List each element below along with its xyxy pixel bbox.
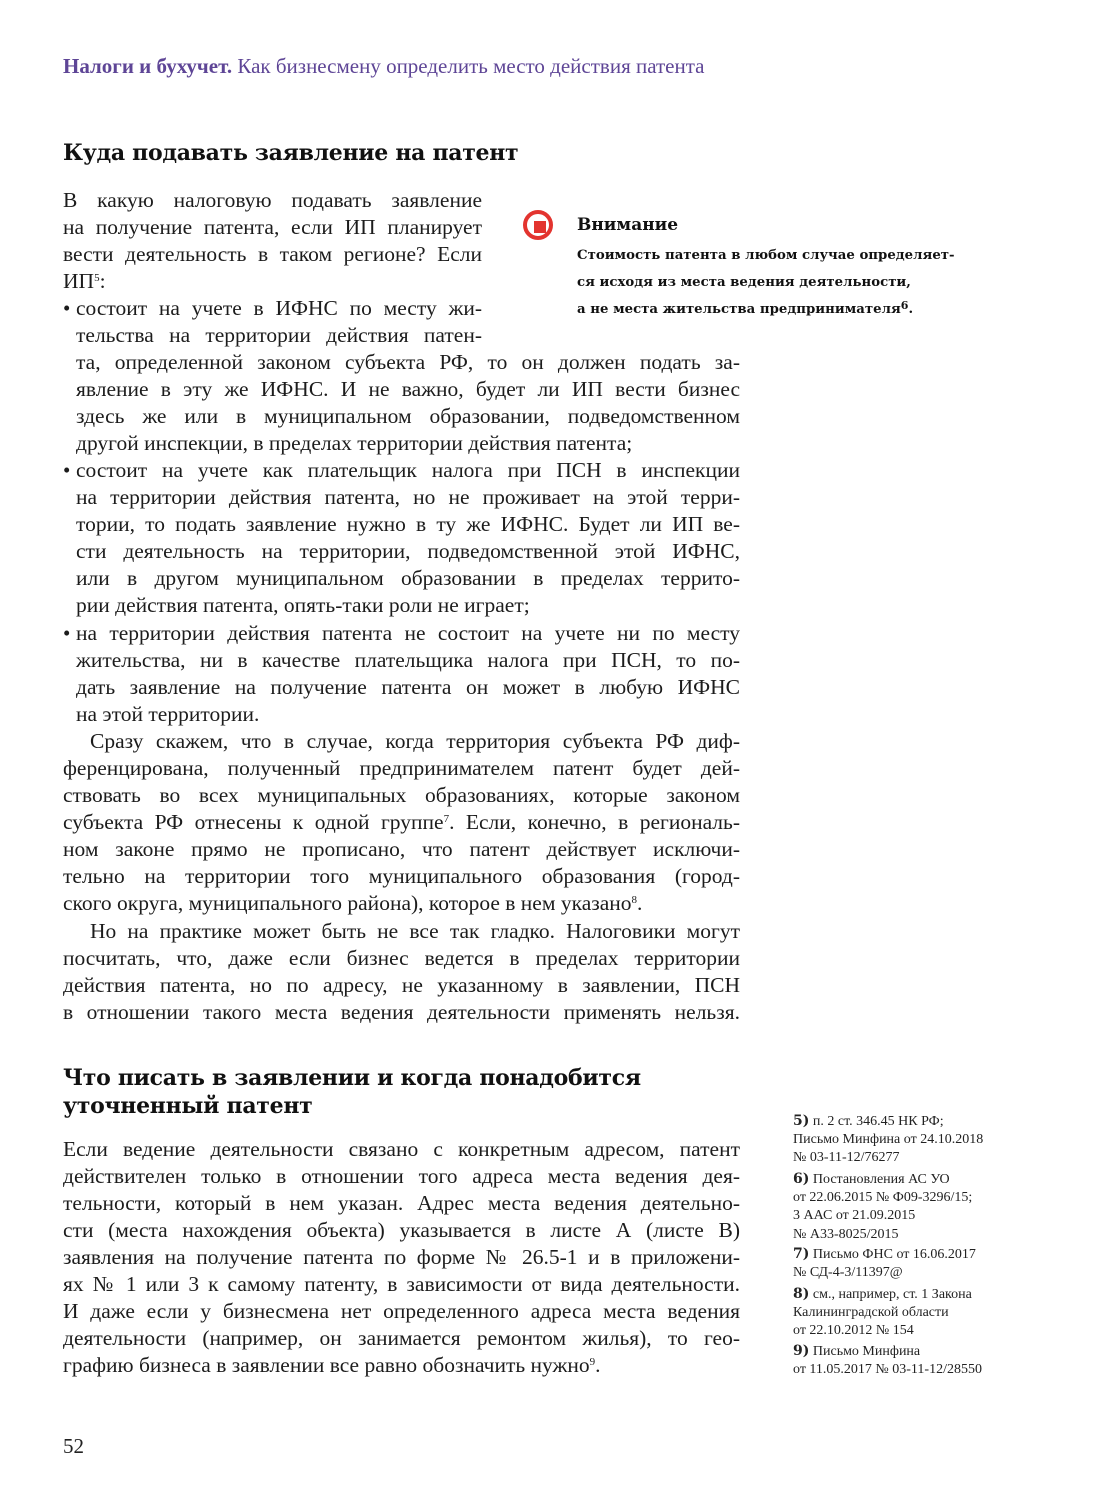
callout-line: ся исходя из места ведения деятельности, — [577, 275, 911, 290]
page-number: 52 — [63, 1434, 84, 1458]
body-line: И даже если у бизнесмена нет определенного адреса места ведения — [63, 1299, 740, 1323]
bullet-line: на территории действия патента не состоит на учете ни по месту — [76, 621, 740, 645]
body-line: графию бизнеса в заявлении все равно обозначить нужно$^9$. — [63, 1353, 601, 1377]
footnote-7: 7) Письмо ФНС от 16.06.2017 № СД-4-3/11397@ — [793, 1246, 976, 1281]
bullet-line: здесь же или в муниципальном образовании, подведомственном — [76, 404, 740, 428]
body-line: действителен только в отношении того адреса места ведения дея- — [63, 1164, 740, 1188]
bullet-line: сти деятельность на территории, подведомственной этой ИФНС, — [76, 539, 740, 563]
body-line: Если ведение деятельности связано с конкретным адресом, патент — [63, 1137, 740, 1161]
body-line: действия патента, но по адресу, не указанному в заявлении, ПСН — [63, 973, 740, 997]
footnote-9: 9) Письмо Минфина от 11.05.2017 № 03-11-12/28550 — [793, 1343, 982, 1378]
bullet-line: тории, то подать заявление нужно в ту же ИФНС. Будет ли ИП ве- — [76, 512, 740, 536]
footnote-ref[interactable]: 9 — [589, 1356, 596, 1368]
callout-title: Внимание — [577, 215, 679, 235]
body-line: посчитать, что, даже если бизнес ведется в пределах территории — [63, 946, 740, 970]
bullet-line: состоит на учете как плательщик налога при ПСН в инспекции — [76, 458, 740, 482]
body-line: вести деятельность в таком регионе? Если — [63, 242, 482, 266]
body-line: Но на практике может быть не все так гладко. Налоговики могут — [90, 919, 740, 943]
header-section: Налоги и бухучет. — [63, 54, 233, 78]
bullet-line: та, определенной законом субъекта РФ, то он должен подать за- — [76, 350, 740, 374]
bullet-line: жительства, ни в качестве плательщика налога при ПСН, то по- — [76, 648, 740, 672]
running-header — [63, 54, 705, 79]
callout-line: Стоимость патента в любом случае определяет- — [577, 248, 955, 263]
body-line: сти (места нахождения объекта) указывается в листе А (листе В) — [63, 1218, 740, 1242]
bullet-line: на этой территории. — [76, 702, 260, 726]
section-heading: Что писать в заявлении и когда понадобится — [63, 1065, 641, 1091]
bullet-icon: • — [63, 458, 71, 482]
bullet-line: явление в эту же ИФНС. И не важно, будет ли ИП вести бизнес — [76, 377, 740, 401]
bullet-line: тельства на территории действия патен- — [76, 323, 482, 347]
body-line: $ИП^5$: — [63, 269, 106, 293]
footnote-ref[interactable]: 6 — [900, 299, 909, 312]
body-line: субъекта РФ отнесены к одной группе$^7$. Если, конечно, в региональ- — [63, 810, 741, 834]
footnote-ref[interactable]: 7 — [443, 813, 450, 825]
body-line: в отношении такого места ведения деятельности применять нельзя. — [63, 1000, 740, 1024]
callout-line: а не места жительства предпринимателя$^6$. — [577, 299, 914, 317]
header-title: Как бизнесмену определить место действия патента — [237, 54, 705, 78]
section-heading: Куда подавать заявление на патент — [63, 140, 519, 166]
body-line: деятельности (например, он занимается ремонтом жилья), то гео- — [63, 1326, 740, 1350]
body-line: Сразу скажем, что в случае, когда территория субъекта РФ диф- — [90, 729, 740, 753]
footnote-5: 5) п. 2 ст. 346.45 НК РФ; Письмо Минфина от 24.10.2018 № 03-11-12/76277 — [793, 1113, 984, 1166]
bullet-line: на территории действия патента, но не проживает на этой терри- — [76, 485, 740, 509]
footnote-ref[interactable]: 8 — [631, 894, 638, 906]
body-line: В какую налоговую подавать заявление — [63, 188, 482, 212]
bullet-line: дать заявление на получение патента он может в любую ИФНС — [76, 675, 740, 699]
footnote-ref[interactable]: 5 — [94, 272, 100, 284]
body-line: ского округа, муниципального района), которое в нем указано$^8$. — [63, 891, 643, 915]
footnote-8: 8) см., например, ст. 1 Закона Калининградской области от 22.10.2012 № 154 — [793, 1286, 972, 1339]
body-line: ствовать во всех муниципальных образованиях, которые законом — [63, 783, 740, 807]
footnote-6: 6) Постановления АС УО от 22.06.2015 № Ф09-3296/15; 3 ААС от 21.09.2015 № А33-8025/2015 — [793, 1171, 973, 1242]
body-line: тельности, который в нем указан. Адрес места ведения деятельно- — [63, 1191, 740, 1215]
bullet-line: рии действия патента, опять-таки роли не играет; — [76, 593, 530, 617]
body-line: ном законе прямо не прописано, что патент действует исключи- — [63, 837, 740, 861]
body-line: ях № 1 или 3 к самому патенту, в зависимости от вида деятельности. — [63, 1272, 740, 1296]
body-line: ференцирована, полученный предпринимателем патент будет дей- — [63, 756, 740, 780]
body-line: тельно на территории того муниципального образования (город- — [63, 864, 740, 888]
bullet-line: состоит на учете в ИФНС по месту жи- — [76, 296, 482, 320]
bullet-icon: • — [63, 621, 71, 645]
bullet-line: или в другом муниципальном образовании в пределах террито- — [76, 566, 740, 590]
bullet-icon: • — [63, 296, 71, 320]
section-heading: уточненный патент — [63, 1093, 313, 1119]
body-line: на получение патента, если ИП планирует — [63, 215, 482, 239]
bullet-line: другой инспекции, в пределах территории действия патента; — [76, 431, 633, 455]
body-line: заявления на получение патента по форме № 26.5-1 и в приложени- — [63, 1245, 740, 1269]
stop-circle-icon — [523, 210, 553, 240]
